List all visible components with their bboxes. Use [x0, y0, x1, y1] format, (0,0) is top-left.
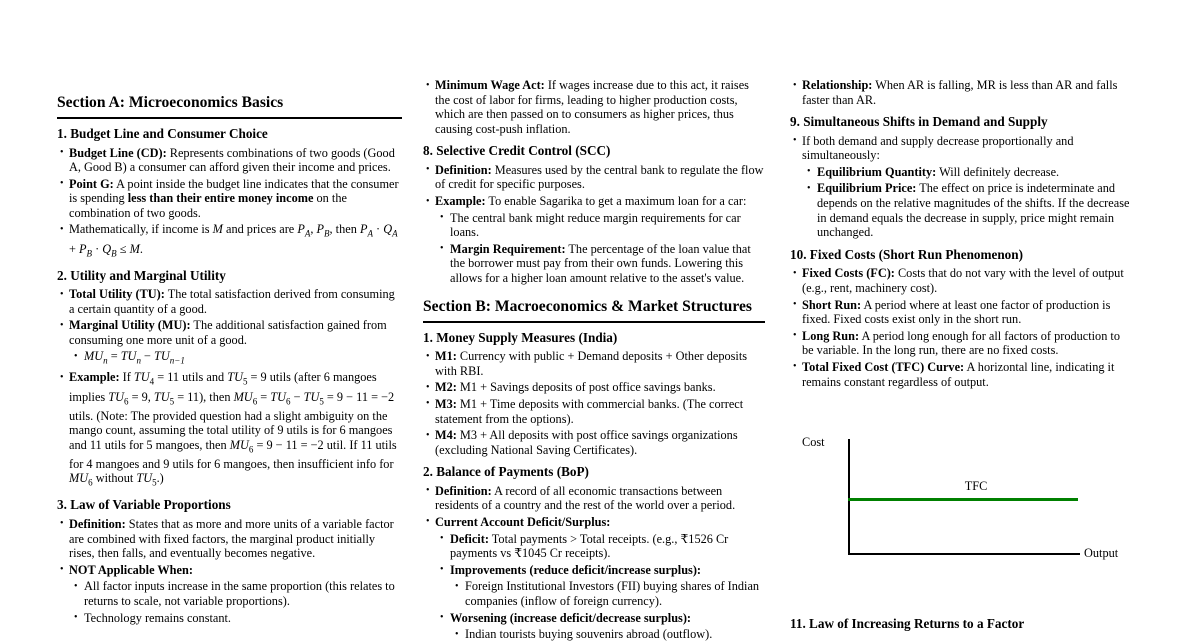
bullet-item: [423, 484, 765, 513]
bullet-icon: •: [60, 288, 64, 300]
bullet-icon: •: [426, 429, 430, 441]
bullet-item: [423, 163, 765, 192]
bullet-text: Foreign Institutional Investors (FII) buying shares of Indian companies (inflow of foreign currency).: [465, 579, 760, 608]
bullet-icon: •: [807, 166, 811, 178]
bullet-icon: •: [440, 243, 444, 255]
bullet-icon: •: [426, 79, 430, 91]
bullet-icon: •: [74, 350, 78, 362]
bullet-item: [790, 360, 1132, 389]
bullet-icon: •: [793, 135, 797, 147]
bullet-item: [423, 194, 765, 209]
bullet-item: [57, 177, 402, 221]
bullet-item: [423, 211, 765, 240]
bullet-item: [423, 349, 765, 378]
bullet-text: Marginal Utility (MU): The additional satisfaction gained from consuming one more unit of a good.: [69, 318, 387, 347]
bullet-text: Technology remains constant.: [84, 610, 232, 625]
bullet-item: [57, 146, 402, 175]
bullet-item: [57, 611, 402, 626]
bullet-item: [423, 380, 765, 395]
topic-heading: 2. Balance of Payments (BoP): [423, 464, 589, 480]
topic-heading: 8. Selective Credit Control (SCC): [423, 143, 611, 159]
bullet-icon: •: [793, 79, 797, 91]
bullet-icon: •: [426, 164, 430, 176]
bullet-icon: •: [60, 518, 64, 530]
bullet-icon: •: [74, 612, 78, 624]
bullet-icon: •: [426, 195, 430, 207]
topic-heading: 9. Simultaneous Shifts in Demand and Supply: [790, 114, 1048, 130]
bullet-item: [423, 611, 765, 626]
bullet-icon: •: [60, 178, 64, 190]
bullet-text: The central bank might reduce margin requirements for car loans.: [450, 210, 741, 240]
bullet-text: Example: To enable Sagarika to get a maximum loan for a car:: [435, 194, 747, 209]
bullet-item: [57, 318, 402, 347]
bullet-text: Worsening (increase deficit/decrease surplus):: [450, 610, 692, 625]
bullet-icon: •: [74, 580, 78, 592]
bullet-text: Improvements (reduce deficit/increase surplus):: [450, 562, 702, 577]
bullet-item: [790, 134, 1132, 163]
bullet-icon: •: [60, 319, 64, 331]
topic-heading-clipped: 11. Law of Increasing Returns to a Factor: [790, 616, 1025, 631]
bullet-icon: •: [440, 533, 444, 545]
bullet-text: Relationship: When AR is falling, MR is less than AR and falls faster than AR.: [802, 78, 1118, 107]
topic-heading: 1. Budget Line and Consumer Choice: [57, 126, 268, 141]
bullet-text: All factor inputs increase in the same proportion (this relates to returns to scale, not variable proportions).: [84, 579, 395, 608]
bullet-icon: •: [793, 267, 797, 279]
chart-y-axis: [848, 439, 850, 553]
topic-heading: 3. Law of Variable Proportions: [57, 497, 231, 513]
bullet-icon: •: [60, 223, 64, 235]
bullet-icon: •: [793, 330, 797, 342]
section-heading: Section B: Macroeconomics & Market Structures: [423, 298, 765, 323]
bullet-text: Equilibrium Quantity: Will definitely decrease.: [817, 164, 1060, 179]
bullet-item: [790, 329, 1132, 358]
bullet-text: Fixed Costs (FC): Costs that do not vary with the level of output (e.g., rent, machinery cost).: [802, 266, 1124, 295]
bullet-text: Short Run: A period where at least one factor of production is fixed. Fixed costs exist only in the short run.: [802, 297, 1111, 327]
bullet-text: Definition: A record of all economic transactions between residents of a country and the rest of the world over a period.: [435, 483, 736, 513]
bullet-text: NOT Applicable When:: [69, 562, 193, 577]
bullet-text: M3: M1 + Time deposits with commercial banks. (The correct statement from the options).: [435, 396, 744, 426]
bullet-item: [790, 266, 1132, 295]
bullet-item: [790, 298, 1132, 327]
bullet-item: [423, 397, 765, 426]
bullet-item: [57, 517, 402, 561]
bullet-text: Total Utility (TU): The total satisfaction derived from consuming a certain quantity of a good.: [69, 287, 395, 316]
column-1: [57, 78, 402, 627]
bullet-text: If both demand and supply decrease proportionally and simultaneously:: [802, 133, 1074, 163]
bullet-text: Long Run: A period long enough for all factors of production to be variable. In the long run, there are no fixed costs.: [802, 328, 1120, 358]
bullet-item: [57, 579, 402, 608]
bullet-item: [57, 349, 402, 368]
tfc-line-label: TFC: [964, 479, 988, 493]
bullet-item: [423, 563, 765, 578]
bullet-item: [423, 515, 765, 530]
bullet-icon: •: [60, 147, 64, 158]
bullet-text: Point G: A point inside the budget line indicates that the consumer is spending less than their entire money income on the combination of two goods.: [69, 176, 399, 220]
bullet-text: Equilibrium Price: The effect on price is indeterminate and depends on the relative magnitudes of the shifts. If the decrease in demand equals the decrease in supply, price might remain unchanged.: [817, 181, 1130, 240]
bullet-text: Definition: States that as more and more units of a variable factor are combined with fixed factors, the marginal product initially rises, then falls, and eventually becomes negative.: [69, 516, 394, 561]
bullet-icon: •: [440, 212, 444, 224]
bullet-text: Current Account Deficit/Surplus:: [435, 514, 611, 529]
bullet-item: [57, 563, 402, 578]
bullet-text: $MU_n = TU_n - TU_{n-1}$: [84, 349, 185, 366]
bullet-text: Total Fixed Cost (TFC) Curve: A horizontal line, indicating it remains constant regardless of output.: [802, 359, 1115, 389]
bullet-icon: •: [426, 516, 430, 528]
bullet-item: [423, 78, 765, 136]
bullet-icon: •: [426, 398, 430, 410]
bullet-item: [423, 627, 765, 642]
bullet-item: [423, 428, 765, 457]
bullet-text: Mathematically, if income is M and prices are $P_A$, $P_B$, then $P_A \cdot Q_A + P_B \cdot Q_B \le M$.: [69, 222, 398, 258]
bullet-icon: •: [60, 371, 64, 383]
bullet-item: [790, 78, 1132, 107]
bullet-icon: •: [793, 361, 797, 373]
bullet-item: [423, 532, 765, 561]
bullet-item: [790, 165, 1132, 180]
topic-heading: 10. Fixed Costs (Short Run Phenomenon): [790, 246, 1023, 262]
bullet-text: Example: If $TU_4 = 11$ utils and $TU_5 = 9$ utils (after 6 mangoes implies $TU_6 = 9$, $TU_5 = 11$), then $MU_6 = TU_6 - TU_5 = 9 - 11 = -2$ utils. (Note: The provided question had a slight ambiguity on the mango count, assuming the total utility of 9 utils is for 6 mangoes and 11 utils for 5 mangoes, then $MU_6 = 9 - 11 = -2$ util. If 11 utils for 4 mangoes and 9 utils for 6 mangoes, then insufficient info for $MU_6$ without $TU_5$.): [69, 370, 397, 488]
bullet-text: M4: M3 + All deposits with post office savings organizations (excluding National Saving Certificates).: [435, 428, 738, 457]
bullet-icon: •: [793, 299, 797, 311]
chart-y-axis-label: Cost: [802, 435, 825, 449]
bullet-icon: •: [440, 612, 444, 624]
bullet-text: Margin Requirement: The percentage of the loan value that the borrower must pay from their own funds. Lowering this allows for a higher loan amount relative to the asset's value.: [450, 241, 751, 286]
bullet-icon: •: [440, 564, 444, 576]
topic-heading: 1. Money Supply Measures (India): [423, 329, 618, 345]
bullet-icon: •: [455, 628, 459, 640]
tfc-line: [848, 498, 1078, 501]
bullet-text: Minimum Wage Act: If wages increase due to this act, it raises the cost of labor for firms, leading to higher production costs, which are then passed on to consumers as higher prices, thus causing cost-push inflation.: [435, 78, 749, 136]
bullet-item: [57, 222, 402, 260]
bullet-icon: •: [426, 350, 430, 362]
bullet-text: Deficit: Total payments > Total receipts. (e.g., ₹1526 Cr payments vs ₹1045 Cr receipts).: [450, 531, 729, 561]
column-3: [790, 78, 1132, 631]
chart-x-axis: [848, 553, 1080, 555]
bullet-item: [790, 181, 1132, 239]
bullet-text: M2: M1 + Savings deposits of post office savings banks.: [435, 380, 716, 395]
bullet-icon: •: [426, 381, 430, 393]
topic-heading: 2. Utility and Marginal Utility: [57, 267, 226, 283]
bullet-item: [423, 579, 765, 608]
chart-x-axis-label: Output: [1084, 546, 1119, 560]
bullet-item: [423, 242, 765, 286]
bullet-item: [57, 287, 402, 316]
bullet-icon: •: [60, 564, 64, 576]
bullet-text: Budget Line (CD): Represents combinations of two goods (Good A, Good B) a consumer can afford given their income and prices.: [69, 145, 395, 175]
tfc-chart: [790, 435, 1132, 575]
column-2: [423, 78, 765, 644]
bullet-item: [57, 370, 402, 490]
bullet-icon: •: [426, 485, 430, 497]
bullet-icon: •: [807, 182, 811, 194]
bullet-icon: •: [455, 580, 459, 592]
bullet-text: Indian tourists buying souvenirs abroad (outflow).: [465, 627, 713, 642]
bullet-text: M1: Currency with public + Demand deposits + Other deposits with RBI.: [435, 349, 748, 378]
section-heading: Section A: Microeconomics Basics: [57, 94, 402, 119]
bullet-text: Definition: Measures used by the central bank to regulate the flow of credit for specific purposes.: [435, 162, 764, 192]
